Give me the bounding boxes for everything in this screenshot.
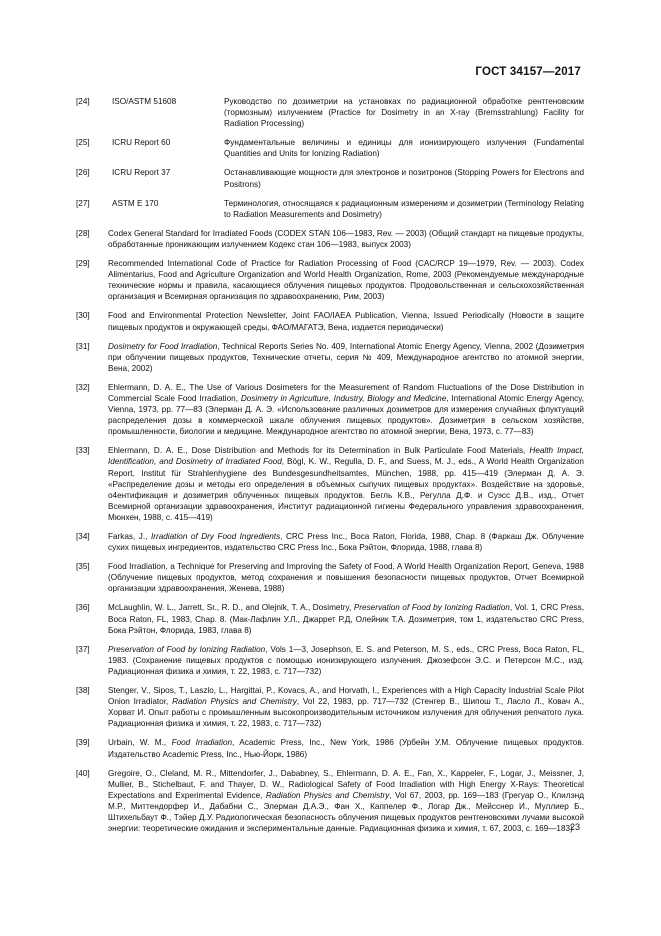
reference-item xyxy=(76,768,584,835)
reference-text xyxy=(108,602,584,635)
reference-text: Фундаментальные величины и единицы для ионизирующего излучения (Fundamental Quantities and Units for Ionizing Radiation) xyxy=(224,138,584,159)
reference-title-italic: Preservation of Food by Ionizing Radiation xyxy=(353,603,510,613)
reference-item xyxy=(76,198,584,220)
reference-item xyxy=(76,531,584,553)
page-number: 23 xyxy=(569,822,580,832)
reference-item xyxy=(76,310,584,332)
reference-text-segment: Farkas, J., xyxy=(108,532,151,541)
reference-number: [40] xyxy=(76,768,90,778)
standard-header: ГОСТ 34157—2017 xyxy=(475,66,581,78)
reference-text-segment: , International Atomic Energy Agency, Vienna, 1973, pp. 77—83 (Элерман Д. А. Э. «Использование различных дозиметров для измерения случайных флуктуаций распределения дозы в коммерческой шкале облучения пищевых продуктов». Дозиметрия в сельском хозяйстве, промышленности, биологии и медицине. Международное агентство по атомной энергии, Вена, 1973, с. 77—83) xyxy=(108,393,584,437)
reference-text xyxy=(108,685,584,729)
reference-text xyxy=(108,768,584,835)
reference-title-italic: Radiation Physics and Chemistry xyxy=(172,697,297,707)
reference-text-segment: Codex General Standard for Irradiated Foods (CODEX STAN 106—1983, Rev. — 2003) (Общий стандарт на пищевые продукты, обработанные проникающим излучением Кодекс стан 106—1983, выпуск 2003) xyxy=(108,228,584,249)
reference-code: ICRU Report 37 xyxy=(112,168,171,178)
reference-number: [30] xyxy=(76,311,90,321)
reference-text-segment: , Vol 67, 2003, pp. 169—183 (Грегуар О., Клилэнд М.Р., Миттендорфер И., Дабабни С., Элерман Д.А.Э., Фан Х., Каппелер Ф., Логар Дж., Мейсснер И., Муллиер Б., Штихельбаут Ф., Тэйер Д.У. Радиологическая безопасность облучения пищевых продуктов рентгеновскими лучами высокой энергии: теоретические ожидания и экспериментальные данные. Радиационная физика и химия, т. 67, 2003, с. 169—183) xyxy=(108,790,584,834)
reference-text: Терминология, относящаяся к радиационным измерениям и дозиметрии (Terminology Relating to Radiation Measurements and Dosimetry) xyxy=(224,198,584,219)
reference-text xyxy=(108,737,584,759)
reference-text xyxy=(108,228,584,250)
reference-item xyxy=(76,228,584,250)
reference-text: Руководство по дозиметрии на установках по радиационной обработке рентгеновским (тормозным) излучением (Practice for Dosimetry in an X-ray (Bremsstrahlung) Facility for Radiation Processing) xyxy=(224,97,584,129)
reference-text-segment: , Vol. 1, CRC Press, Boca Raton, FL, 1983, Chap. 8. (Мак-Лафлин У.Л., Джаррет Р.Д, Олейник Т.А. Дозиметрия, том 1, издательство CRC Press, Бока Рэйтон, Флорида, 1983, глава 8) xyxy=(108,603,584,635)
reference-code: ICRU Report 60 xyxy=(112,138,171,148)
reference-text-segment: , CRC Press Inc., Boca Raton, Florida, 1988, Chap. 8 (Фаркаш Дж. Облучение сухих пищевых ингредиентов, издательство CRC Press Inc., Бока Рэйтон, Флорида, 1988, глава 8) xyxy=(108,532,584,553)
reference-text xyxy=(108,445,584,523)
reference-text xyxy=(108,382,584,437)
reference-text-segment: , Vols 1—3, Josephson, E. S. and Peterson, M. S., eds., CRC Press, Boca Raton, FL, 1983. (Сохранение пищевых продуктов с помощью ионизирующего излучения. Джозефсон Э.С. и Петерсон М.С., изд. Радиационная физика и химия, т. 22, 1983, с. 717—732) xyxy=(108,644,585,676)
reference-number: [29] xyxy=(76,259,90,269)
reference-number: [24] xyxy=(76,97,90,106)
reference-title-italic: Radiation Physics and Chemistry xyxy=(265,790,390,800)
reference-number: [39] xyxy=(76,738,90,748)
references-list xyxy=(76,96,584,842)
reference-text xyxy=(108,310,584,332)
reference-text-segment: Recommended International Code of Practice for Radiation Processing of Food (CAC/RCP 19—1979, Rev. — 2003). Codex Alimentarius, Food and Agriculture Organization and World Health Organization, Rome, 2003 (Рекомендуемые международные технические нормы и правила, касающиеся облучения пищевых продуктов. Продовольственная и сельскохозяйственная организация и Всемирная организация по здравоохранению, Рим, 2003) xyxy=(108,259,584,302)
reference-text xyxy=(108,561,584,594)
reference-item xyxy=(76,341,584,374)
reference-title-italic: Food Irradiation xyxy=(171,738,233,748)
reference-text-segment: , Bögl, K. W., Regulla, D. F., and Suess, M. J., eds., A World Health Organization Report, Institut für Strahlenhygiene des Bundesgesundheitsamtes, München, 1988, pp. 415—419 (Элерман Д. А. Э. «Распределение дозы и методы его определения в объемных сыпучих пищевых продуктах». Воздействие на здоровье, о4ентификация и дозиметрия облученных пищевых продуктов. Бегль К.В., Регулла Д.Ф. и Суэсс Д.В., изд., Отчет Всемирной организации здравоохранения, Институт радиационной гигиены Федерального управления здравоохранения, Мюнхен, 1988, с. 415—419) xyxy=(108,457,584,522)
reference-number: [27] xyxy=(76,198,90,208)
reference-number: [26] xyxy=(76,168,90,178)
reference-number: [32] xyxy=(76,382,90,392)
reference-number: [34] xyxy=(76,532,90,541)
reference-title-italic: Dosimetry for Food Irradiation xyxy=(108,341,218,351)
reference-title-italic: Irradiation of Dry Food Ingredients xyxy=(150,532,281,541)
reference-item xyxy=(76,737,584,759)
reference-text xyxy=(108,644,584,677)
reference-text-segment: , Vol 22, 1983, pp. 717—732 (Стенгер В., Шипош Т., Ласло Л., Ковач А., Хорват И. Опыт работы с промышленным высокопроизводительным источником излучения для облучения репчатого лука. Радиационная физика и химия, т. 22, 1983, с. 717—732) xyxy=(108,697,585,729)
reference-title-italic: Preservation of Food by Ionizing Radiation xyxy=(108,644,266,654)
reference-text xyxy=(108,258,584,302)
reference-text: Останавливающие мощности для электронов и позитронов (Stopping Powers for Electrons and Positrons) xyxy=(224,168,584,189)
reference-number: [33] xyxy=(76,446,90,456)
reference-item xyxy=(76,685,584,729)
reference-text-segment: Gregoire, O., Cleland, M. R., Mittendorfer, J., Dababney, S., Ehlermann, D. A. E., Fan, X., Kappeler, F., Logar, J., Meissner, J, Mullier, B., Stichelbaut, F. and Thayer, D. W., Radiological Safety of Food Irradiation with High Energy X-Rays: Theoretical Expectations and Experimental Evidence, xyxy=(108,768,584,800)
reference-item xyxy=(76,561,584,594)
reference-number: [36] xyxy=(76,603,90,613)
reference-text xyxy=(108,341,584,374)
reference-item xyxy=(76,602,584,635)
reference-title-italic: Dosimetry in Agriculture, Industry, Biology and Medicine xyxy=(240,393,447,403)
reference-text-segment: Ehlermann, D. A. E., The Use of Various Dosimeters for the Measurement of Random Fluctuations of the Dose Distribution in Commercial Scale Food Irradiation, xyxy=(108,382,584,403)
reference-code: ISO/ASTM 51608 xyxy=(112,97,177,106)
references-full-list xyxy=(76,228,584,834)
reference-number: [38] xyxy=(76,686,90,696)
reference-number: [31] xyxy=(76,341,90,351)
reference-text xyxy=(108,531,584,553)
reference-text-segment: McLaughlin, W. L., Jarrett, Sr., R. D., and Olejnik, T. A., Dosimetry, xyxy=(108,603,354,613)
reference-text-segment: , Technical Reports Series No. 409, International Atomic Energy Agency, Vienna, 2002 (Дозиметрия при облучении пищевых продуктов, Технические отчеты, серия № 409, Международное агентство по атомной энергии, Вена, 2002) xyxy=(108,341,584,373)
reference-number: [37] xyxy=(76,644,90,654)
reference-code: ASTM E 170 xyxy=(112,198,159,208)
reference-item xyxy=(76,445,584,523)
reference-text-segment: Urbain, W. M., xyxy=(108,738,172,748)
reference-title-italic: Health Impact, Identification, and Dosimetry of Irradiated Food xyxy=(108,446,584,467)
reference-text-segment: Stenger, V., Sipos, T., Laszlo, L., Hargittai, P., Kovacs, A., and Horvath, I., Experiences with a High Capacity Industrial Scale Pilot Onion Irradiator, xyxy=(108,686,584,707)
reference-item xyxy=(76,258,584,302)
reference-item xyxy=(76,644,584,677)
reference-text-segment: Food Irradiation, a Technique for Preserving and Improving the Safety of Food, A World Health Organization Report, Geneva, 1988 (Облучение пищевых продуктов, метод сохранения и повышения безопасности пищевых продуктов, Отчет Всемирной организации здравоохранения, Женева, 1988) xyxy=(108,562,584,594)
reference-number: [35] xyxy=(76,562,90,572)
reference-item xyxy=(76,96,584,129)
reference-text-segment: Ehlermann, D. A. E., Dose Distribution and Methods for its Determination in Bulk Particulate Food Materials, xyxy=(108,446,530,456)
reference-text-segment: , Academic Press, Inc., New York, 1986 (Урбейн У.М. Облучение пищевых продуктов. Издательство Academic Press, Inc., Нью-Йорк, 1986) xyxy=(108,738,584,759)
reference-item xyxy=(76,167,584,189)
reference-item xyxy=(76,382,584,437)
reference-item xyxy=(76,137,584,159)
reference-text-segment: Food and Environmental Protection Newsletter, Joint FAO/IAEA Publication, Vienna, Issued Periodically (Новости в защите пищевых продуктов и окружающей среды, ФАО/МАГАТЭ, Вена, издается периодически) xyxy=(108,311,584,332)
reference-number: [28] xyxy=(76,228,90,238)
reference-number: [25] xyxy=(76,138,90,148)
